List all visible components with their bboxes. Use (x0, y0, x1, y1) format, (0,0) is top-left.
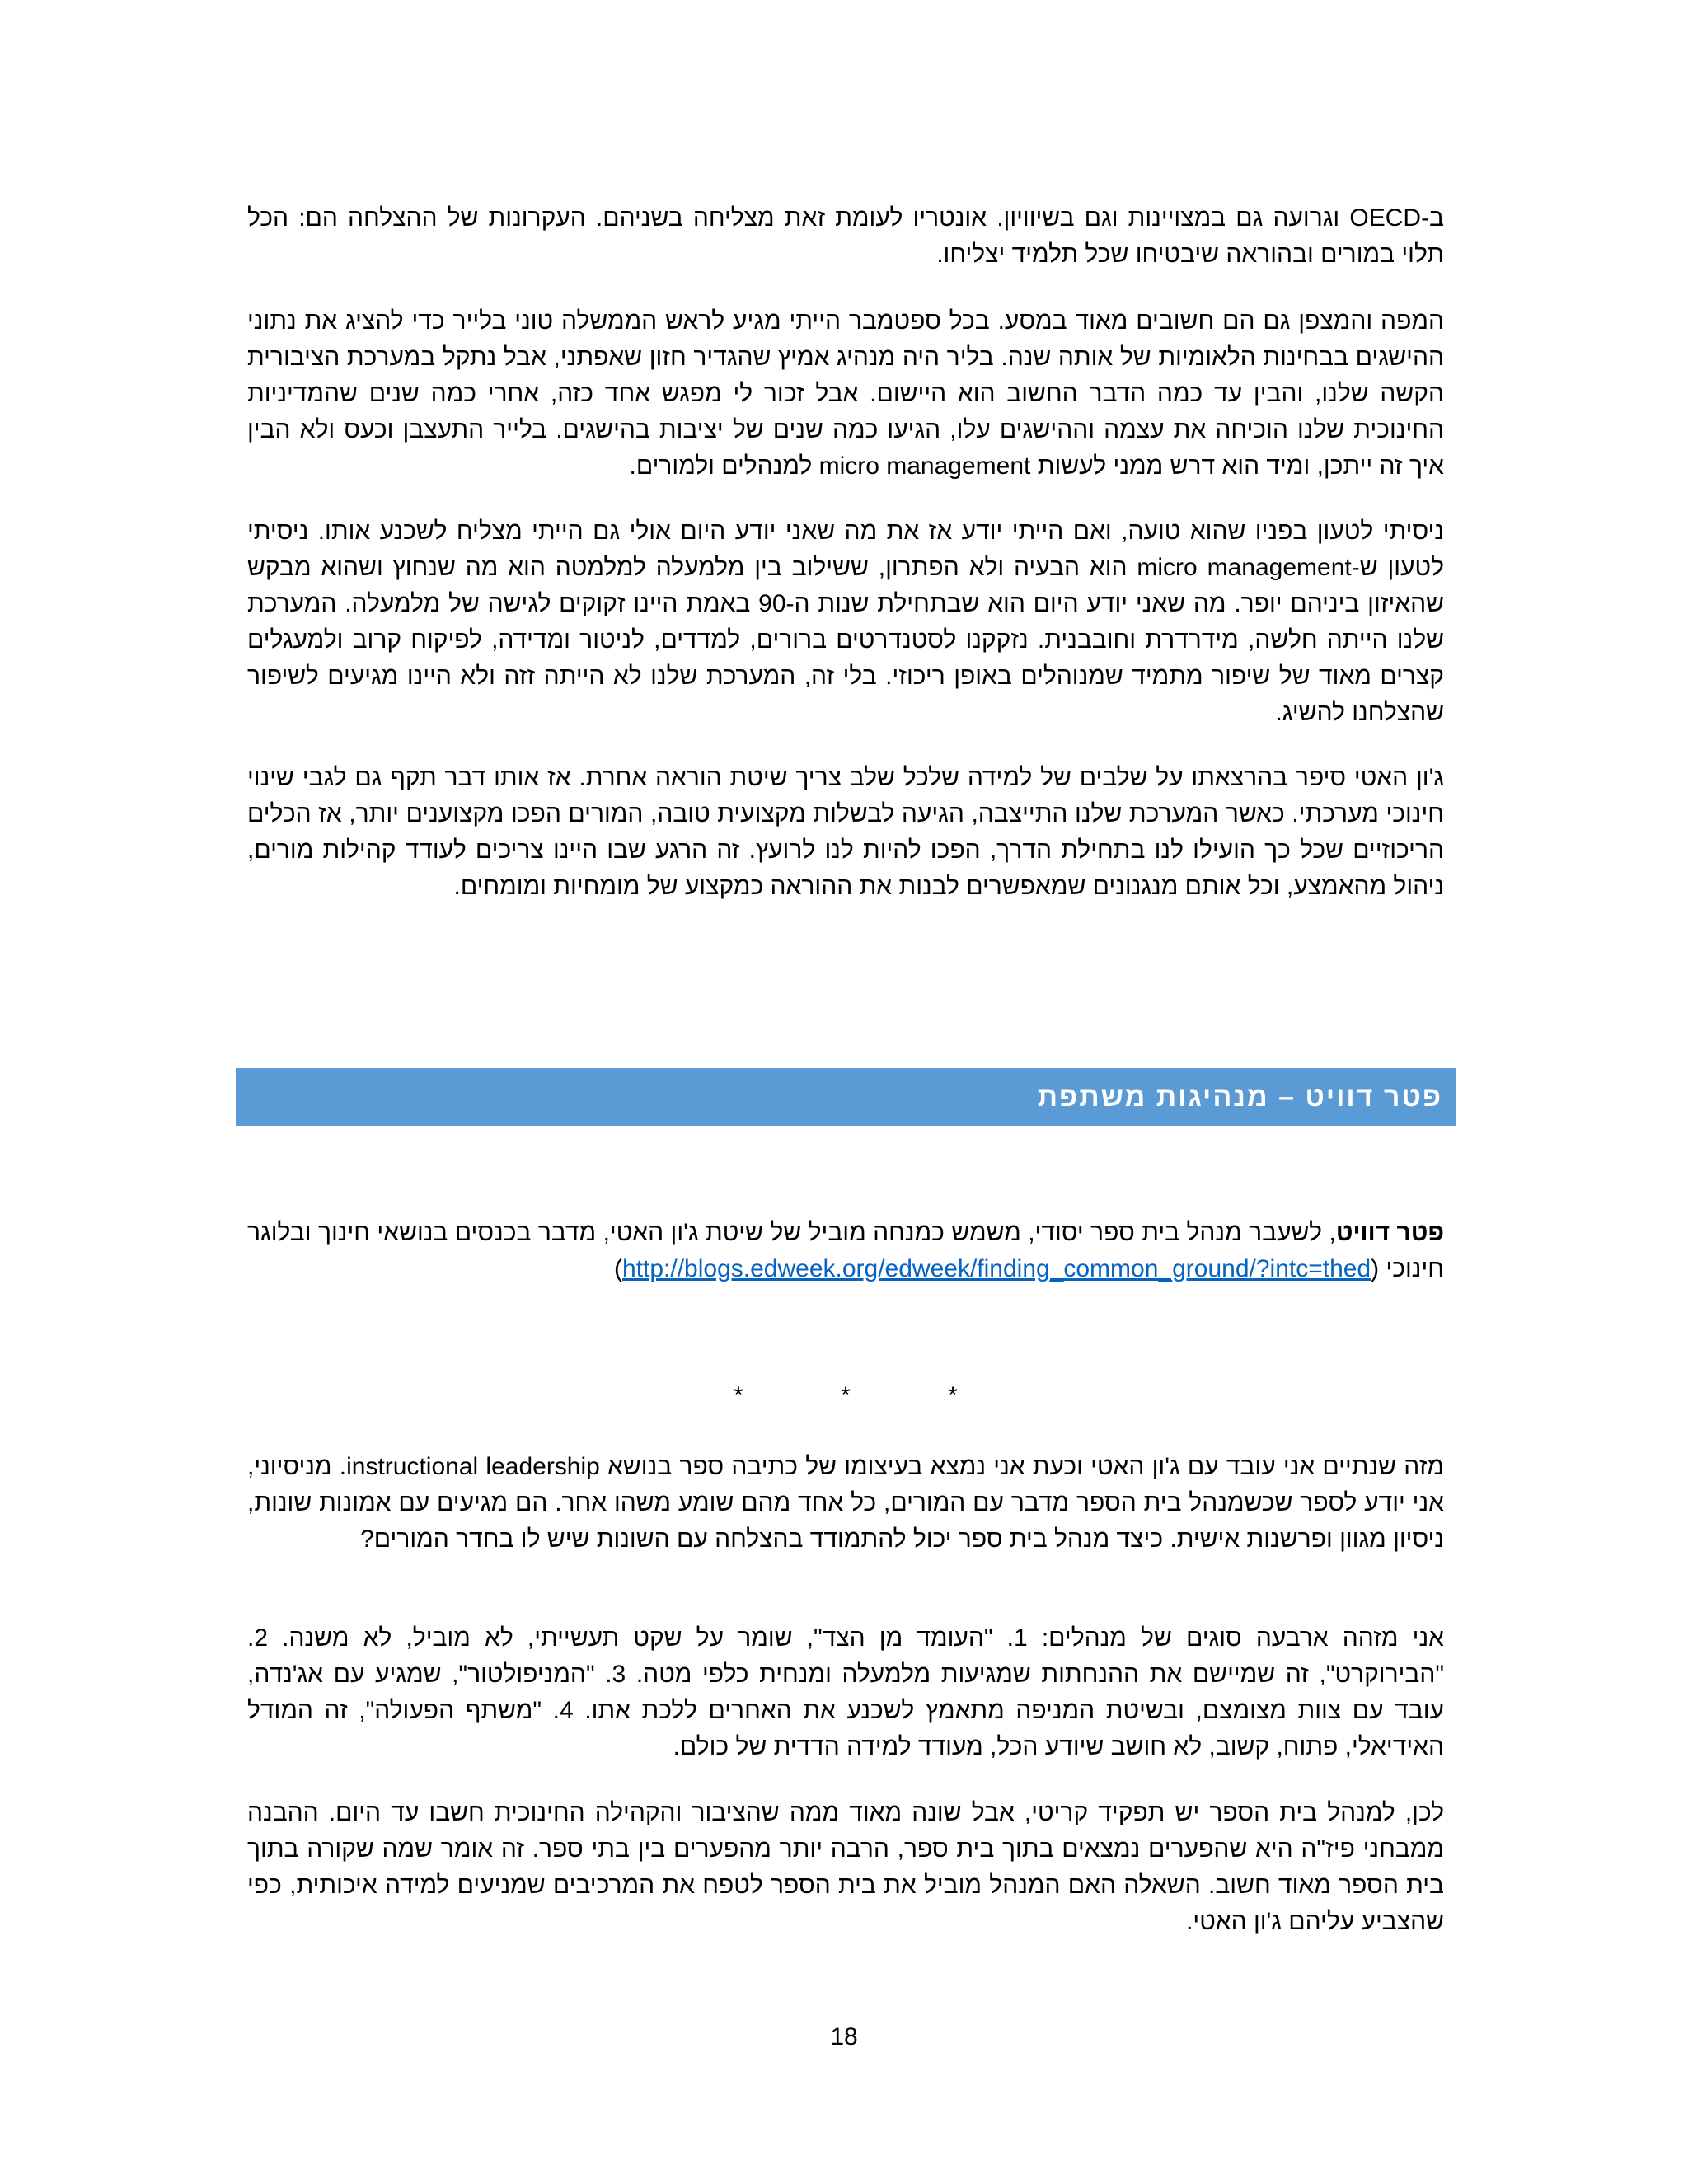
paragraph-instructional-leadership: מזה שנתיים אני עובד עם ג'ון האטי וכעת אני נמצא בעיצומו של כתיבה ספר בנושא instructional leadership. מניסיוני, אני יודע לספר שכשמנהל בית הספר מדבר עם המורים, כל אחד מהם שומע משהו אחר. הם מגיעים עם אמונות שונות, ניסיון מגוון ופרשנות אישית. כיצד מנהל בית ספר יכול להתמודד בהצלחה עם השונות שיש לו בחדר המורים? (247, 1453, 1445, 1553)
paragraph-principal-role: לכן, למנהל בית הספר יש תפקיד קריטי, אבל שונה מאוד ממה שהציבור והקהילה החינוכית חשבו עד היום. ההבנה ממבחני פיז"ה היא שהפערים נמצאים בתוך בית ספר, הרבה יותר מהפערים בין בתי ספר. זה אומר שמה שקורה בתוך בית הספר מאוד חשוב. השאלה האם המנהל מוביל את בית הספר לטפח את המרכיבים שמניעים למידה איכותית, כפי שהצביע עליהם ג'ון האטי. (247, 1799, 1444, 1935)
paragraph-map-compass: המפה והמצפן גם הם חשובים מאוד במסע. בכל ספטמבר הייתי מגיע לראש הממשלה טוני בלייר כדי להציג את נתוני ההישגים בבחינות הלאומיות של אותה שנה. בליר היה מנהיג אמיץ שהגדיר חזון שאפתני, אבל נתקל במערכת הציבורית הקשה שלנו, והבין עד כמה הדבר החשוב הוא היישום. אבל זכור לי מפגש אחד כזה, אחרי כמה שנים שהמדיניות החינוכית שלנו הוכיחה את עצמה וההישגים עלו, הגיעו כמה שנים של יציבות בהישגים. בלייר התעצבן וכעס ולא הבין איך זה ייתכן, ומיד הוא דרש ממני לעשות micro management למנהלים ולמורים. (247, 307, 1444, 480)
paragraph-principal-types: אני מזהה ארבעה סוגים של מנהלים: 1. "העומד מן הצד", שומר על שקט תעשייתי, לא מוביל, לא משנה. 2. "הבירוקרט", זה שמיישם את ההנחתות שמגיעות מלמעלה ומנחית כלפי מטה. 3. "המניפולטור", שמגיע עם אג'נדה, עובד עם צוות מצומצם, ובשיטת המניפה מתאמץ לשכנע את האחרים ללכת אתו. 4. "משתף הפעולה", זה המודל האידיאלי, פתוח, קשוב, לא חושב שיודע הכל, מעודד למידה הדדית של כולם. (247, 1624, 1444, 1760)
blog-link[interactable]: http://blogs.edweek.org/edweek/finding_common_ground/?intc=thed (622, 1255, 1372, 1282)
paragraph-micro-management: ניסיתי לטעון בפניו שהוא טועה, ואם הייתי יודע אז את מה שאני יודע היום אולי גם הייתי מצליח לשכנע אותו. ניסיתי לטעון ש-micro management הוא הבעיה ולא הפתרון, ששילוב בין מלמעלה למלמטה הוא מה שנחוץ ושהוא מבקש שהאיזון ביניהם יופר. מה שאני יודע היום הוא שבתחילת שנות ה-90 באמת היינו זקוקים לגישה של מלמעלה. המערכת שלנו הייתה חלשה, מידרדרת וחובבנית. נזקקנו לסטנדרטים ברורים, למדדים, לניטור ומדידה, לפיקוח קרוב ולמעגלים קצרים מאוד של שיפור מתמיד שמנוהלים באופן ריכוזי. בלי זה, המערכת שלנו לא הייתה זזה ולא היינו מגיעים לשיפור שהצלחנו להשיג. (247, 518, 1445, 726)
section-heading-band (236, 1068, 1456, 1126)
author-bio-close: ) (614, 1255, 623, 1282)
author-bio-text: , לשעבר מנהל בית ספר יסודי, משמש כמנחה מוביל של שיטת ג'ון האטי, מדבר בכנסים בנושאי חינוך ובלוגר חינוכי ( (247, 1219, 1444, 1282)
paragraph-hattie-stages: ג'ון האטי סיפר בהרצאתו על שלבים של למידה שלכל שלב צריך שיטת הוראה אחרת. אז אותו דבר תקף גם לגבי שינוי חינוכי מערכתי. כאשר המערכת שלנו התייצבה, הגיעה לבשלות מקצועית טובה, המורים הפכו מקצוענים יותר, אז הכלים הריכוזיים שכל כך הועילו לנו בתחילת הדרך, הפכו להיות לנו לרועץ. זה הרגע שבו היינו צריכים לעודד קהילות מורים, ניהול מהאמצע, וכל אותם מנגנונים שמאפשרים לבנות את ההוראה כמקצוע של מומחיות ומומחים. (247, 764, 1444, 900)
author-name: פטר דוויט (1335, 1219, 1445, 1246)
section-heading: פטר דוויט – מנהיגות משתפת (1037, 1081, 1442, 1113)
page-number: 18 (830, 2023, 858, 2050)
paragraph-oecd: ב-OECD וגרועה גם במצויינות וגם בשיוויון. אונטריו לעומת זאת מצליחה בשניהם. העקרונות של ההצלחה הם: הכל תלוי במורים ובהוראה שיבטיחו שכל תלמיד יצליחו. (247, 204, 1444, 268)
author-bio (247, 1215, 1444, 1287)
section-separator: * * * (734, 1382, 958, 1409)
